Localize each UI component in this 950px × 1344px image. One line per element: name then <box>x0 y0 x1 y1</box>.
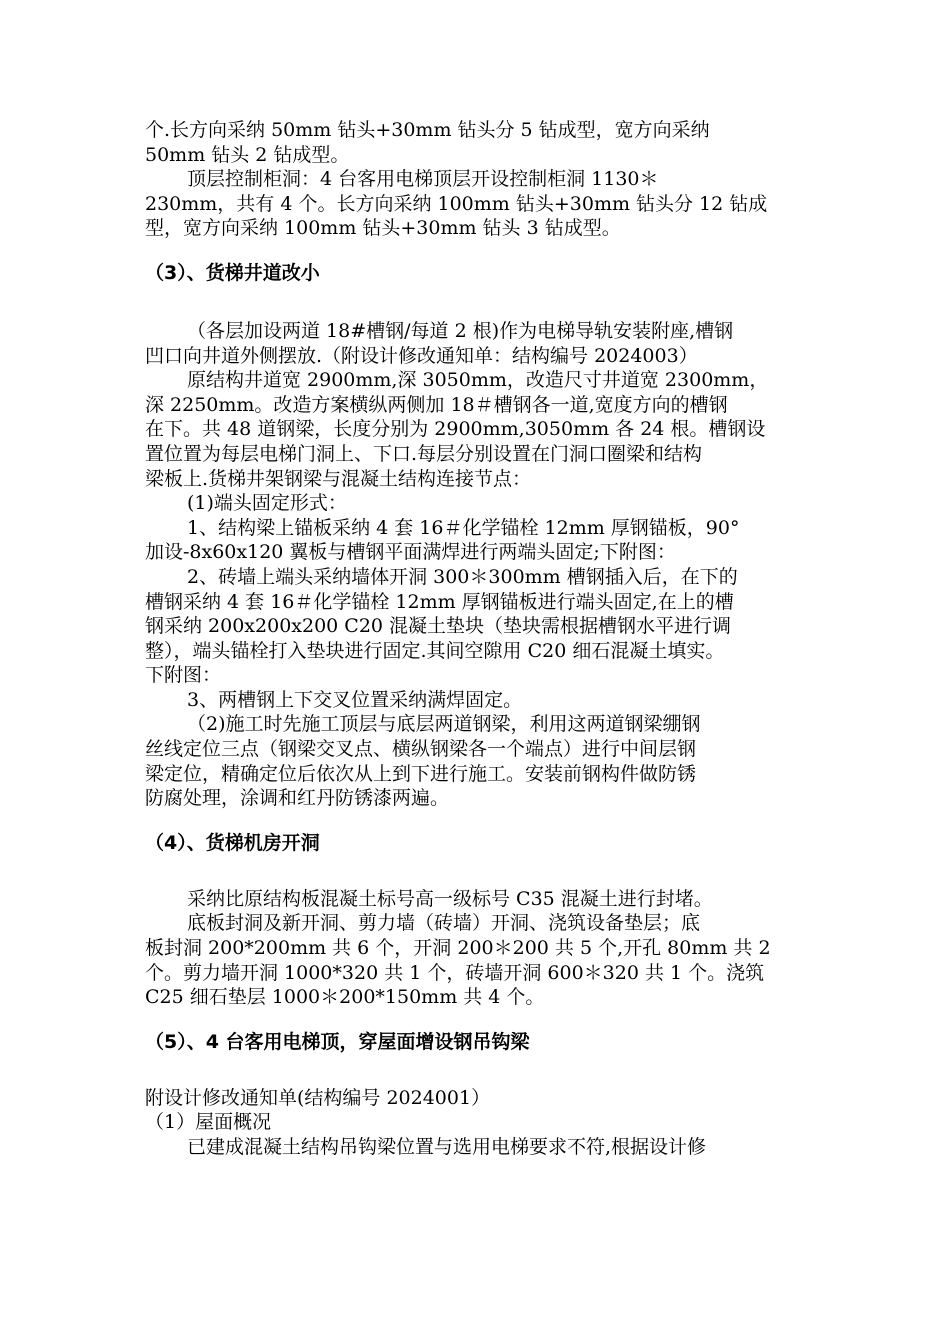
text-line: 下附图： <box>145 664 222 687</box>
text-line: C25 细石垫层 1000＊200*150mm 共 4 个。 <box>145 986 545 1009</box>
text-line: 顶层控制柜洞：4 台客用电梯顶层开设控制柜洞 1130＊ <box>187 168 659 191</box>
text-line: 加设-8x60x120 翼板与槽钢平面满焊进行两端头固定;下附图： <box>145 541 676 564</box>
section-heading-5: （5）、4 台客用电梯顶，穿屋面增设钢吊钩梁 <box>145 1030 530 1053</box>
paragraph-drill-50mm <box>145 118 830 167</box>
text-line: （各层加设两道 18#槽钢/每道 2 根)作为电梯导轨安装附座,槽钢 <box>187 319 734 342</box>
text-line: 梁定位，精确定位后依次从上到下进行施工。安装前钢构件做防锈 <box>145 762 697 785</box>
section-heading-3: （3）、货梯井道改小 <box>145 261 320 284</box>
text-line: 板封洞 200*200mm 共 6 个，开洞 200＊200 共 5 个,开孔 80mm 共 2 <box>145 937 771 960</box>
text-line: 个。剪力墙开洞 1000*320 共 1 个，砖墙开洞 600＊320 共 1 个。浇筑 <box>145 961 765 984</box>
text-line: 已建成混凝土结构吊钩梁位置与选用电梯要求不符,根据设计修 <box>187 1136 707 1158</box>
text-line: 50mm 钻头 2 钻成型。 <box>145 143 350 166</box>
text-line: （1）屋面概况 <box>145 1111 272 1134</box>
text-line: 3、两槽钢上下交叉位置采纳满焊固定。 <box>187 688 523 711</box>
paragraph-top-control-cabinet <box>145 167 830 241</box>
text-line: 防腐处理，涂调和红丹防锈漆两遍。 <box>145 787 450 810</box>
text-line: 附设计修改通知单(结构编号 2024001） <box>145 1086 491 1109</box>
text-line: 整），端头锚栓打入垫块进行固定.其间空隙用 C20 细石混凝土填实。 <box>145 639 725 662</box>
text-line: (1)端头固定形式： <box>187 492 347 515</box>
text-line: 底板封洞及新开洞、剪力墙（砖墙）开洞、浇筑设备垫层；底 <box>187 912 701 935</box>
text-line: 钢采纳 200x200x200 C20 混凝土垫块（垫块需根据槽钢水平进行调 <box>145 615 732 638</box>
paragraph-roof-hook-beam <box>145 1086 830 1160</box>
text-line: 凹口向井道外侧摆放.（附设计修改通知单：结构编号 2024003） <box>145 344 698 367</box>
text-line: 230mm，共有 4 个。长方向采纳 100mm 钻头+30mm 钻头分 12 钻成 <box>145 192 768 215</box>
text-line: 在下。共 48 道钢梁，长度分别为 2900mm,3050mm 各 24 根。槽钢设 <box>145 418 766 441</box>
text-line: （2)施工时先施工顶层与底层两道钢梁，利用这两道钢梁绷钢 <box>187 713 701 736</box>
paragraph-freight-shaft <box>145 319 830 811</box>
paragraph-freight-machine-room <box>145 887 830 1010</box>
text-line: 原结构井道宽 2900mm,深 3050mm，改造尺寸井道宽 2300mm， <box>187 369 769 392</box>
text-line: 个.长方向采纳 50mm 钻头+30mm 钻头分 5 钻成型，宽方向采纳 <box>145 119 710 141</box>
text-line: 2、砖墙上端头采纳墙体开洞 300＊300mm 槽钢插入后，在下的 <box>187 565 738 588</box>
text-line: 1、结构梁上锚板采纳 4 套 16＃化学锚栓 12mm 厚钢锚板，90° <box>187 516 740 539</box>
text-line: 梁板上.货梯井架钢梁与混凝土结构连接节点： <box>145 467 532 490</box>
text-line: 深 2250mm。改造方案横纵两侧加 18＃槽钢各一道,宽度方向的槽钢 <box>145 393 728 416</box>
section-heading-4: （4）、货梯机房开洞 <box>145 831 320 854</box>
text-line: 置位置为每层电梯门洞上、下口.每层分别设置在门洞口圈梁和结构 <box>145 442 703 465</box>
text-line: 槽钢采纳 4 套 16＃化学锚栓 12mm 厚钢锚板进行端头固定,在上的槽 <box>145 590 734 613</box>
text-line: 采纳比原结构板混凝土标号高一级标号 C35 混凝土进行封堵。 <box>187 887 713 910</box>
text-line: 型，宽方向采纳 100mm 钻头+30mm 钻头 3 钻成型。 <box>145 217 621 240</box>
text-line: 丝线定位三点（钢梁交叉点、横纵钢梁各一个端点）进行中间层钢 <box>145 738 697 761</box>
